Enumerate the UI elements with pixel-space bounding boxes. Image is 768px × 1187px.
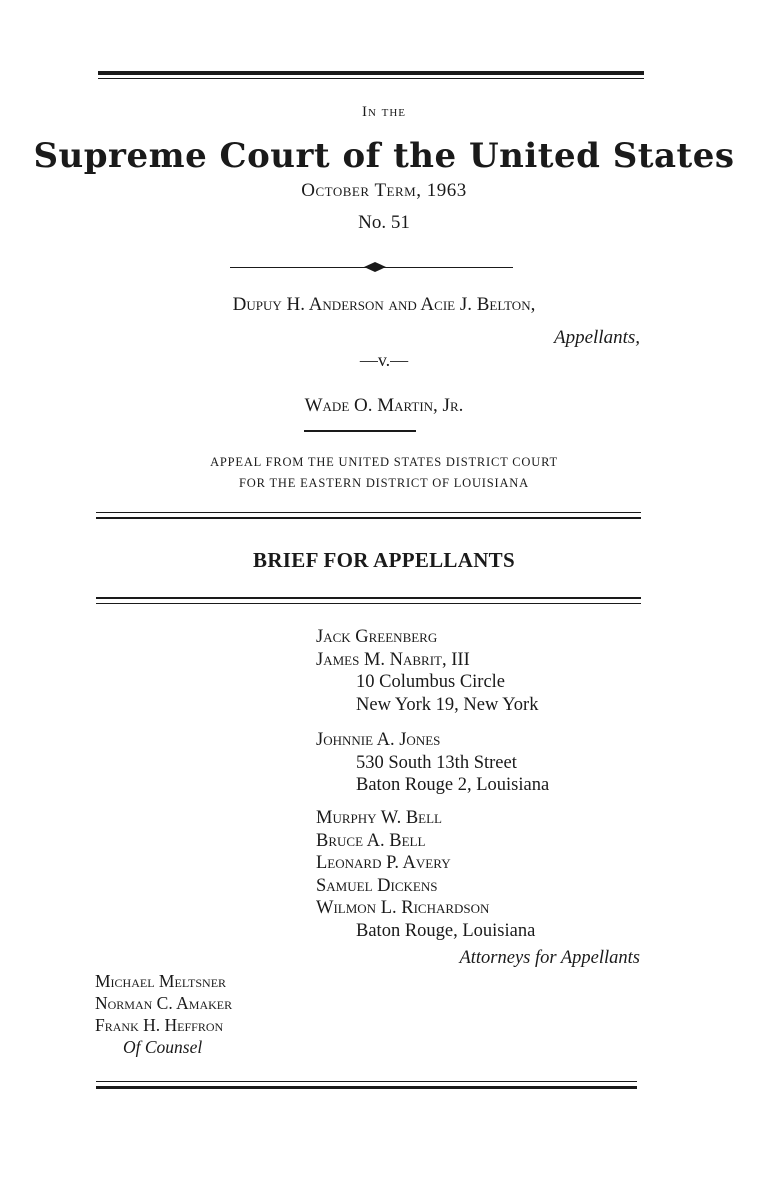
attorney-name: Samuel Dickens xyxy=(316,875,438,896)
divider-rule xyxy=(96,517,641,519)
court-name-title: Supreme Court of the United States xyxy=(33,136,735,176)
attorney-name: James M. Nabrit, III xyxy=(316,649,470,670)
appellee-rule xyxy=(304,430,416,432)
address-line: New York 19, New York xyxy=(356,694,539,715)
attorney-name: Wilmon L. Richardson xyxy=(316,898,490,918)
divider-rule xyxy=(96,597,641,599)
attorney-group-baton-rouge xyxy=(316,807,535,942)
attorney-name: Bruce A. Bell xyxy=(316,830,426,851)
divider-rule xyxy=(96,603,641,604)
divider-rule xyxy=(96,512,641,513)
attorney-name: Jack Greenberg xyxy=(316,627,438,647)
brief-title: BRIEF FOR APPELLANTS xyxy=(253,548,515,572)
in-the-heading: In the xyxy=(361,104,407,120)
address-line: 530 South 13th Street xyxy=(356,752,517,773)
of-counsel-label: Of Counsel xyxy=(123,1037,203,1057)
address-line: Baton Rouge 2, Louisiana xyxy=(356,775,550,795)
appellants-role: Appellants, xyxy=(553,327,640,348)
versus: —v.— xyxy=(359,350,409,370)
attorney-name: Leonard P. Avery xyxy=(316,853,451,873)
appellants-names: Dupuy H. Anderson and Acie J. Belton, xyxy=(232,294,536,315)
appeal-line-2: FOR THE EASTERN DISTRICT OF LOUISIANA xyxy=(239,476,529,490)
term-line: October Term, 1963 xyxy=(301,180,467,201)
attorney-group-new-york xyxy=(316,626,538,716)
address-line: Baton Rouge, Louisiana xyxy=(356,920,536,941)
attorneys-for-appellants-label: Attorneys for Appellants xyxy=(459,948,640,968)
counsel-name: Norman C. Amaker xyxy=(95,993,233,1013)
top-rule-thick xyxy=(98,71,644,75)
appellee-name: Wade O. Martin, Jr. xyxy=(304,395,464,416)
ornament-diamond-icon xyxy=(364,262,386,272)
address-line: 10 Columbus Circle xyxy=(356,672,506,692)
attorney-group-baton-rouge-2 xyxy=(316,729,549,797)
bottom-rule-thick xyxy=(96,1086,637,1089)
counsel-name: Frank H. Heffron xyxy=(95,1015,224,1035)
appeal-line-1: APPEAL FROM THE UNITED STATES DISTRICT COURT xyxy=(210,455,558,469)
of-counsel-group xyxy=(95,970,232,1058)
attorney-name: Murphy W. Bell xyxy=(316,808,442,828)
top-rule-thin xyxy=(98,78,644,79)
attorney-name: Johnnie A. Jones xyxy=(316,730,441,750)
counsel-name: Michael Meltsner xyxy=(95,971,227,991)
bottom-rule-thin xyxy=(96,1081,637,1082)
docket-number: No. 51 xyxy=(358,212,410,233)
